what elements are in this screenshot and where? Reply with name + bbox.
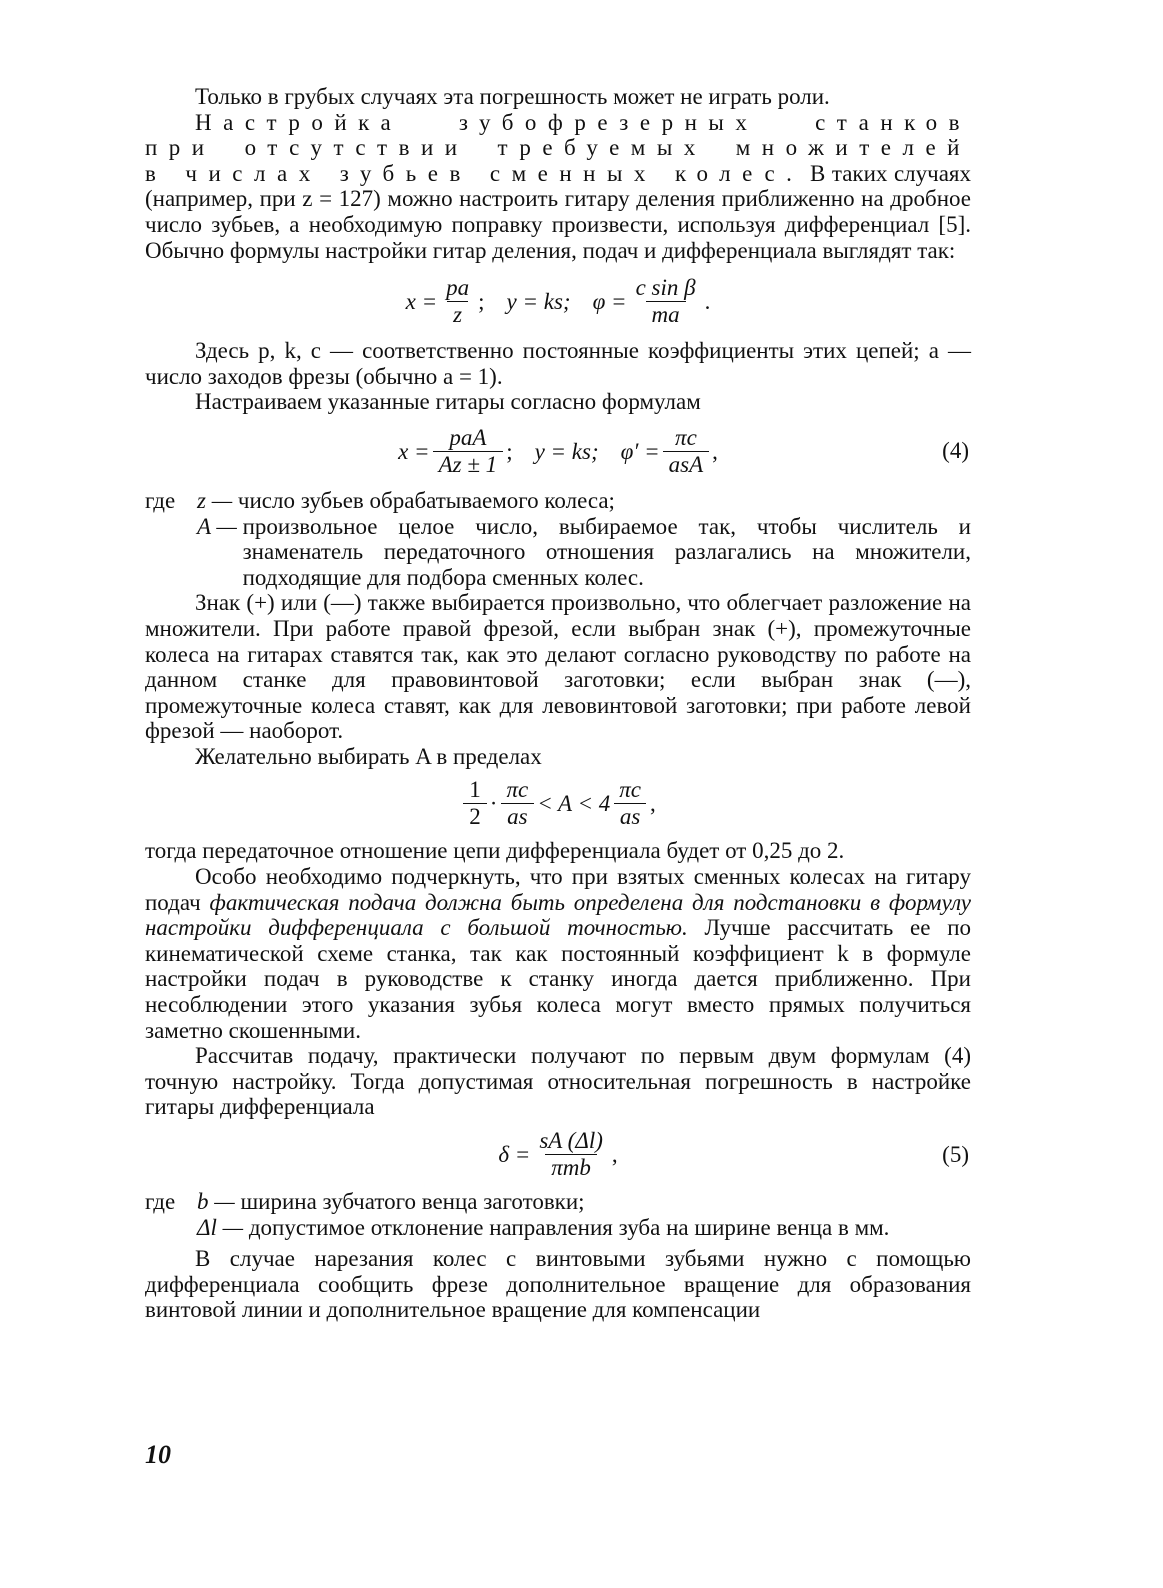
- eq1-phi-lhs: φ =: [592, 288, 627, 314]
- eq4-phi-lhs: φ′ =: [620, 438, 660, 464]
- equation-4: [145, 425, 971, 478]
- def-symbol: A —: [197, 513, 243, 539]
- paragraph-3: Здесь p, k, c — соответственно постоянные коэффициенты этих цепей; a — число заходов фрезы (обычно a = 1).: [145, 338, 971, 389]
- page-body: [145, 84, 971, 1323]
- paragraph-1: Только в грубых случаях эта погрешность может не играть роли.: [195, 84, 830, 109]
- ineq-half-den: 2: [463, 803, 487, 830]
- eq1-sep: ;: [478, 288, 485, 314]
- paragraph-9: Рассчитав подачу, практически получают по первым двум формулам (4) точную настройку. Тогда допустимая относительная погрешность в настройке гитары дифференциала: [145, 1043, 971, 1120]
- definition-a: [145, 514, 971, 591]
- definition-z: [145, 488, 971, 514]
- definition-b: [145, 1189, 971, 1215]
- ineq-frac-right: [613, 777, 647, 830]
- def-symbol: Δl —: [197, 1214, 249, 1240]
- paragraph-5: Знак (+) или (—) также выбирается произвольно, что облегчает разложение на множители. При работе правой фрезой, если выбран знак (+), промежуточные колеса на гитарах ставятся так, как это делают согласно руководству по работе на данном станке для правовинтовой заготовки; если выбран знак (—), промежуточные колеса ставят, как для левовинтовой заготовки; при работе левой фрезой — наоборот.: [145, 590, 971, 744]
- paragraph-8-emphasis: фактическая подача должна быть определена для подстановки в формулу настройки дифференциала с большой точностью.: [145, 889, 972, 941]
- eq4-y: y = ks;: [534, 438, 599, 464]
- paragraph-2: [145, 110, 971, 264]
- paragraph-7: тогда передаточное отношение цепи дифференциала будет от 0,25 до 2.: [145, 838, 845, 864]
- eq4-x-den: Az ± 1: [433, 451, 504, 478]
- ineq-left-den: as: [501, 803, 533, 830]
- ineq-dot: ·: [489, 791, 498, 817]
- ineq-middle: < A < 4: [537, 791, 611, 817]
- eq1-phi-den: ma: [646, 301, 686, 328]
- eq4-x-lhs: x =: [398, 438, 430, 464]
- eq1-y: y = ks;: [506, 288, 571, 314]
- def-symbol: z —: [197, 487, 238, 513]
- ineq-right-den: as: [614, 803, 646, 830]
- paragraph-8-end: Лучше рассчитать ее по кинематической схеме станка, так как постоянный коэффициент k в формуле настройки подач в руководстве к станку иногда дается приближенно. При несоблюдении этого указания зубья колеса могут вместо прямых получиться заметно скошенными.: [145, 915, 971, 1043]
- eq5-lhs: δ =: [498, 1141, 531, 1167]
- def-symbol: b —: [197, 1189, 241, 1214]
- def-text: произвольное целое число, выбираемое так, чтобы числитель и знаменатель передаточного отношения разлагались на множители, подходящие для подбора сменных колес.: [242, 513, 971, 590]
- equation-number-5: (5): [942, 1141, 969, 1167]
- def-label: где: [145, 487, 176, 513]
- inequality: [145, 777, 971, 830]
- eq4-end: ,: [712, 438, 718, 464]
- paragraph-8: [145, 864, 971, 1043]
- ineq-half-num: 1: [469, 777, 481, 803]
- eq4-x-num: paA: [449, 424, 487, 450]
- ineq-end: ,: [649, 791, 656, 817]
- equation-number-4: (4): [942, 438, 969, 464]
- eq1-x-fraction: [440, 275, 475, 328]
- eq1-phi-fraction: [630, 275, 702, 328]
- def-label: где: [145, 1189, 176, 1214]
- eq5-fraction: [533, 1128, 609, 1181]
- equation-5: [145, 1128, 971, 1181]
- eq4-phi-num: πc: [675, 424, 697, 450]
- paragraph-2-text: В таких случаях (например, при z = 127) можно настроить гитару деления приближенно на дробное число зубьев, а необходимую поправку произвести, используя дифференциал [5]. Обычно формулы настройки гитар деления, подач и дифференциала выглядят так:: [145, 160, 971, 263]
- ineq-left-num: πc: [506, 777, 529, 803]
- eq1-x-den: z: [447, 301, 468, 328]
- def-text: допустимое отклонение направления зуба на ширине венца в мм.: [248, 1214, 890, 1240]
- eq4-sep: ;: [506, 438, 513, 464]
- ineq-frac-left: [500, 777, 534, 830]
- paragraph-10: В случае нарезания колес с винтовыми зубьями нужно с помощью дифференциала сообщить фрезе дополнительное вращение для образования винтовой линии и дополнительное вращение для компенсации: [145, 1246, 971, 1323]
- paragraph-8-start: Особо необходимо подчеркнуть, что при взятых сменных колесах на гитару подач: [145, 864, 971, 915]
- eq1-end: .: [704, 288, 711, 314]
- page-number: 10: [145, 1440, 171, 1469]
- eq5-end: ,: [611, 1141, 618, 1167]
- eq5-den: πmb: [545, 1154, 597, 1181]
- paragraph-6: Желательно выбирать A в пределах: [195, 743, 542, 769]
- eq4-phi-den: asA: [663, 451, 710, 478]
- def-text: число зубьев обрабатываемого колеса;: [237, 487, 615, 513]
- eq4-phi-fraction: [663, 425, 710, 478]
- eq5-num: sA (Δl): [539, 1128, 603, 1153]
- section-heading: Настройка зубофрезерных станков при отсутствии требуемых множителей в числах зубьев сменных колес.: [145, 109, 971, 186]
- eq1-x-num: pa: [446, 275, 470, 301]
- ineq-half: [463, 777, 487, 830]
- eq4-x-fraction: [433, 425, 504, 478]
- eq1-x-lhs: x =: [405, 288, 438, 314]
- eq1-phi-num: c sin β: [635, 275, 696, 301]
- equation-1: [145, 275, 971, 328]
- paragraph-4: Настраиваем указанные гитары согласно формулам: [195, 389, 701, 415]
- definition-delta-l: [145, 1215, 971, 1241]
- ineq-right-num: πc: [619, 777, 641, 803]
- def-text: ширина зубчатого венца заготовки;: [240, 1189, 585, 1214]
